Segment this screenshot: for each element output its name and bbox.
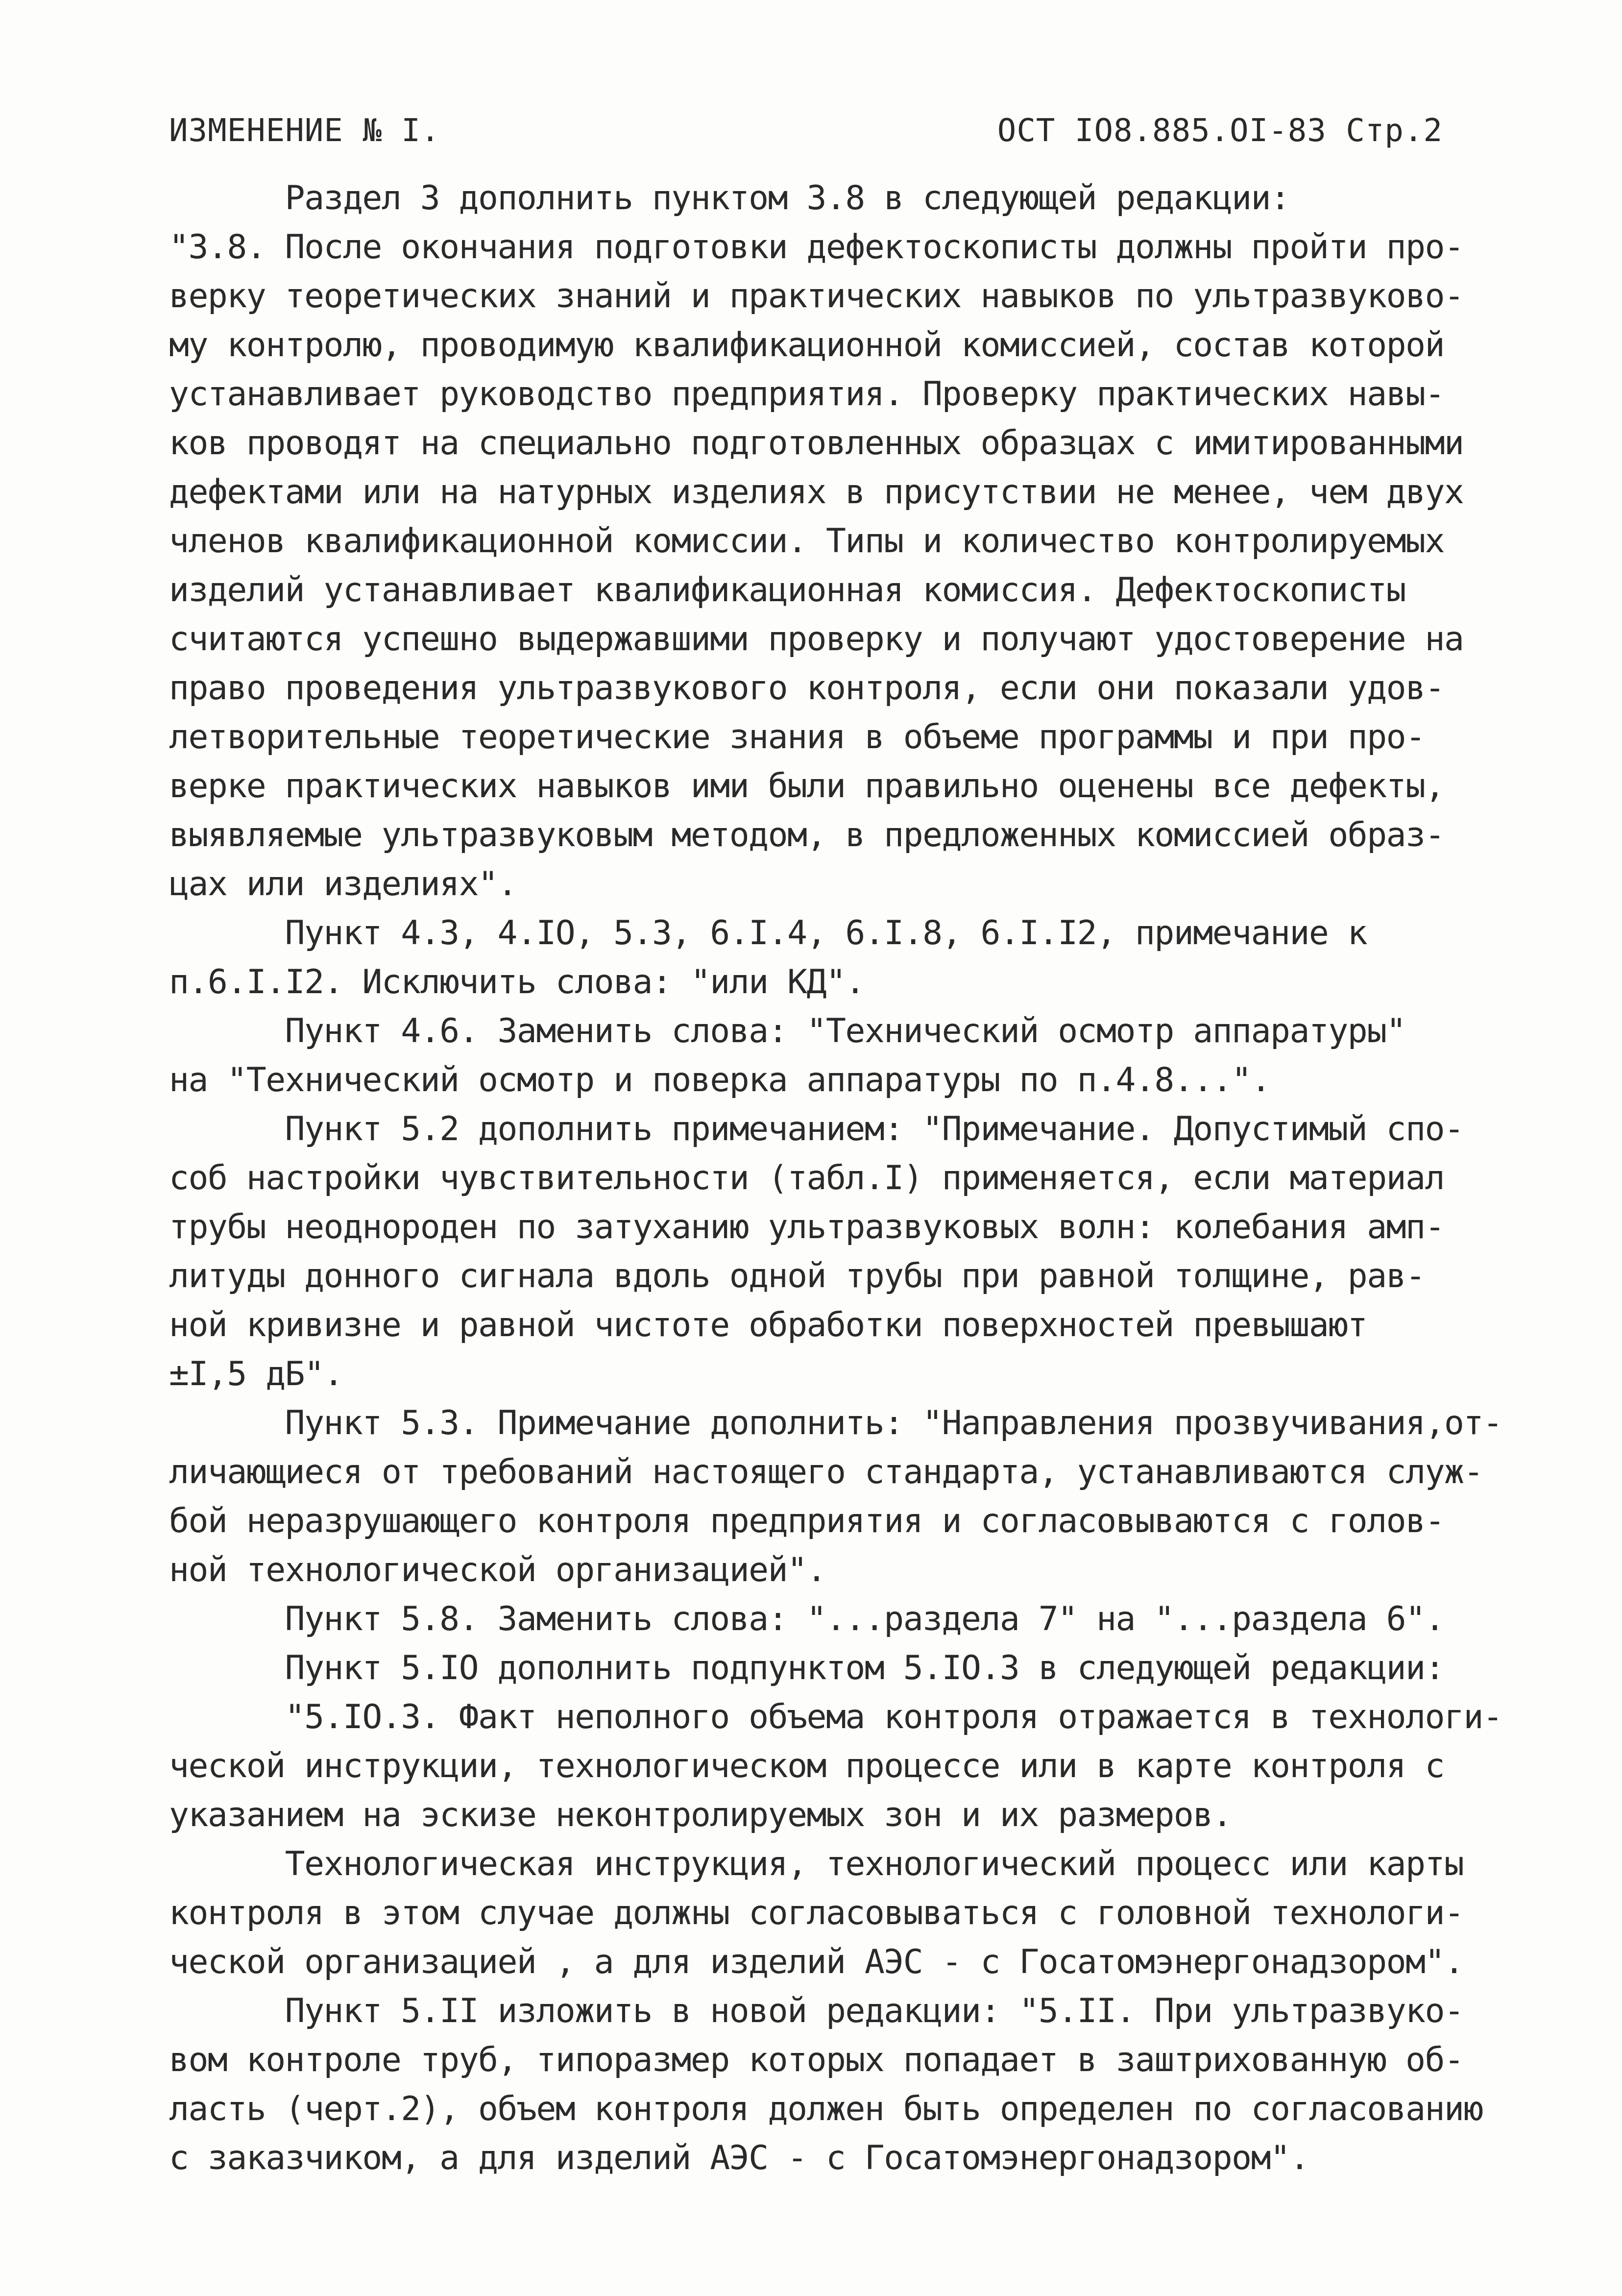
page-header <box>169 113 1443 167</box>
text-line: Пункт 4.3, 4.IO, 5.3, 6.I.4, 6.I.8, 6.I.I2, примечание к <box>169 914 1367 953</box>
text-line: ческой организацией , а для изделий АЭС - с Госатомэнергонадзором". <box>169 1943 1464 1981</box>
text-line: личающиеся от требований настоящего стандарта, устанавливаются служ- <box>169 1453 1483 1491</box>
text-line: членов квалификационной комиссии. Типы и количество контролируемых <box>169 522 1445 561</box>
text-line: ±I,5 дБ". <box>169 1355 343 1393</box>
text-line: соб настройки чувствительности (табл.I) применяется, если материал <box>169 1159 1445 1197</box>
text-line: Пункт 5.IO дополнить подпунктом 5.IO.3 в следующей редакции: <box>169 1649 1445 1687</box>
text-line: с заказчиком, а для изделий АЭС - с Госатомэнергонадзором". <box>169 2139 1309 2177</box>
text-line: "5.IO.3. Факт неполного объема контроля отражается в технологи- <box>169 1698 1502 1736</box>
text-line: литуды донного сигнала вдоль одной трубы при равной толщине, рав- <box>169 1257 1425 1295</box>
text-line: ческой инструкции, технологическом процессе или в карте контроля с <box>169 1747 1445 1785</box>
text-line: считаются успешно выдержавшими проверку и получают удостоверение на <box>169 620 1464 659</box>
text-line: верку теоретических знаний и практических навыков по ультразвуково- <box>169 277 1464 316</box>
text-line: контроля в этом случае должны согласовываться с головной технологи- <box>169 1894 1464 1932</box>
text-line: "3.8. После окончания подготовки дефектоскописты должны пройти про- <box>169 228 1464 267</box>
text-line: трубы неоднороден по затуханию ультразвуковых волн: колебания амп- <box>169 1208 1445 1246</box>
text-line: ной технологической организацией". <box>169 1551 826 1589</box>
text-line: на "Технический осмотр и поверка аппаратуры по п.4.8...". <box>169 1061 1271 1099</box>
text-line: ласть (черт.2), объем контроля должен быть определен по согласованию <box>169 2090 1483 2128</box>
text-line: Пункт 5.II изложить в новой редакции: "5.II. При ультразвуко- <box>169 1992 1464 2030</box>
text-line: Пункт 5.8. Заменить слова: "...раздела 7" на "...раздела 6". <box>169 1600 1445 1638</box>
text-line: Раздел 3 дополнить пунктом 3.8 в следующей редакции: <box>169 179 1290 218</box>
text-line: цах или изделиях". <box>169 865 517 904</box>
text-line: ной кривизне и равной чистоте обработки поверхностей превышают <box>169 1306 1367 1344</box>
text-line: дефектами или на натурных изделиях в присутствии не менее, чем двух <box>169 473 1464 512</box>
amendment-number: ИЗМЕНЕНИЕ № I. <box>169 113 440 149</box>
text-line: му контролю, проводимую квалификационной комиссией, состав которой <box>169 326 1445 365</box>
text-line: летворительные теоретические знания в объеме программы и при про- <box>169 718 1425 757</box>
text-line: Технологическая инструкция, технологический процесс или карты <box>169 1845 1464 1883</box>
text-line: указанием на эскизе неконтролируемых зон и их размеров. <box>169 1796 1232 1834</box>
text-line: Пункт 5.3. Примечание дополнить: "Направления прозвучивания,от- <box>169 1404 1502 1442</box>
text-line: изделий устанавливает квалификационная комиссия. Дефектоскописты <box>169 571 1406 610</box>
text-line: Пункт 4.6. Заменить слова: "Технический осмотр аппаратуры" <box>169 1012 1406 1050</box>
text-line: бой неразрушающего контроля предприятия и согласовываются с голов- <box>169 1502 1445 1540</box>
text-line: вом контроле труб, типоразмер которых попадает в заштрихованную об- <box>169 2041 1464 2079</box>
text-line: ков проводят на специально подготовленных образцах с имитированными <box>169 424 1464 463</box>
text-line: выявляемые ультразвуковым методом, в предложенных комиссией образ- <box>169 816 1445 855</box>
text-line: Пункт 5.2 дополнить примечанием: "Примечание. Допустимый спо- <box>169 1110 1464 1148</box>
text-line: право проведения ультразвукового контроля, если они показали удов- <box>169 669 1445 708</box>
standard-and-page-number: ОСТ IO8.885.OI-83 Стр.2 <box>997 113 1443 149</box>
text-line: верке практических навыков ими были правильно оценены все дефекты, <box>169 767 1445 806</box>
text-line: п.6.I.I2. Исключить слова: "или КД". <box>169 963 865 1001</box>
text-line: устанавливает руководство предприятия. Проверку практических навы- <box>169 375 1445 414</box>
